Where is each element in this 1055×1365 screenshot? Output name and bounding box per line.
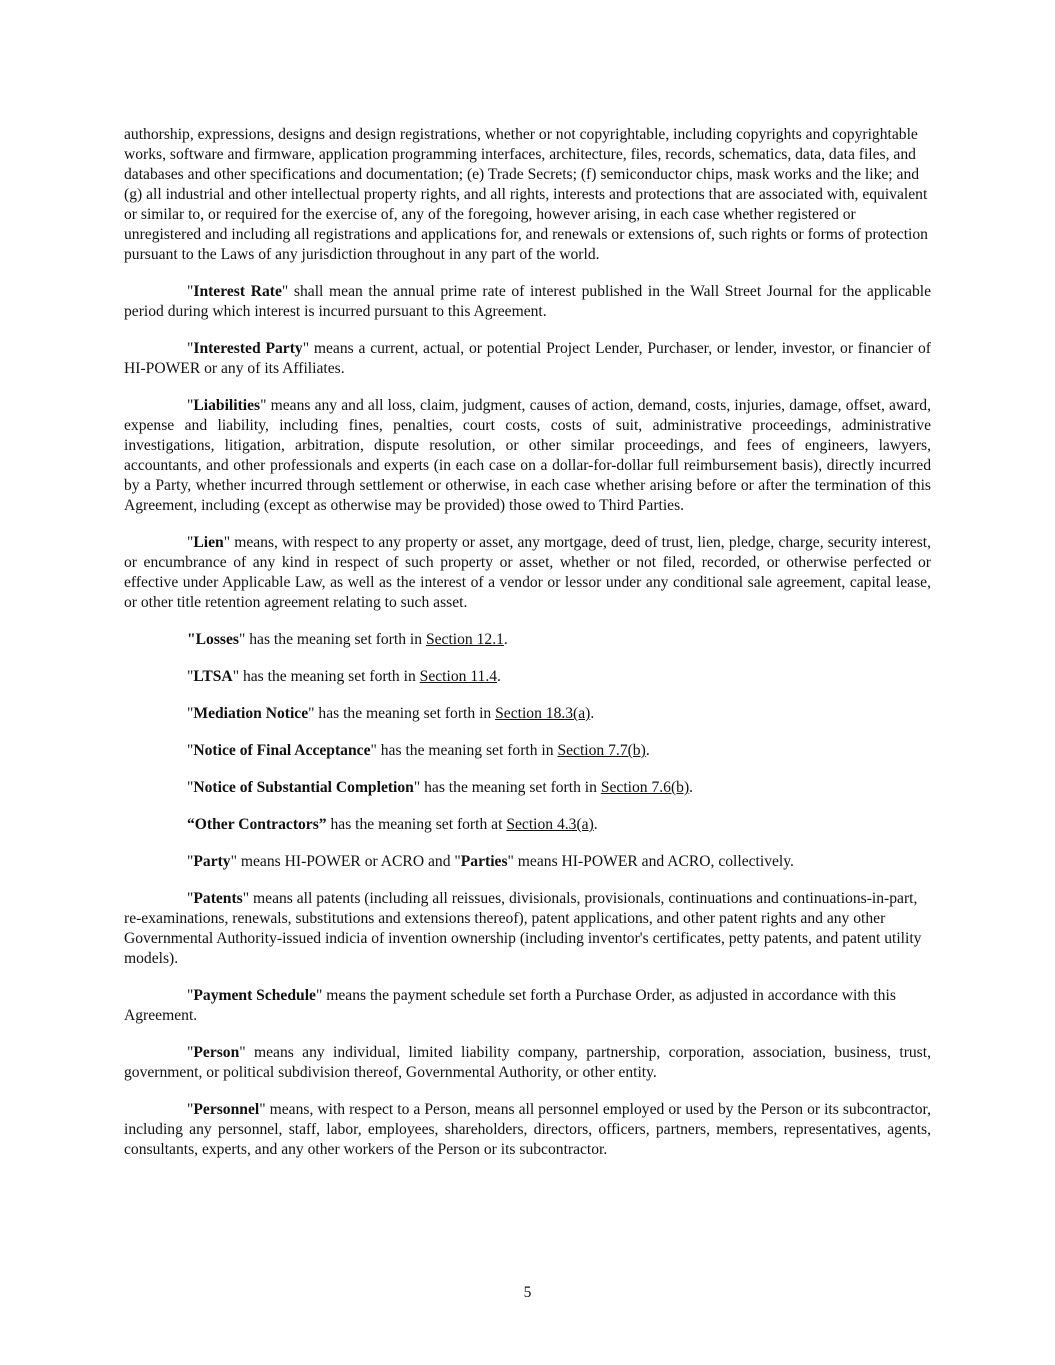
- definition-liabilities: [124, 396, 931, 516]
- quote-mark: ": [187, 853, 194, 870]
- quote-mark: ": [187, 742, 194, 759]
- defined-term: Parties: [460, 853, 508, 870]
- definition-text: " means a current, actual, or potential Project Lender, Purchaser, or lender, investor, or financier of HI-POWER or any of its Affiliates.: [124, 340, 932, 377]
- definition-lien: [124, 533, 931, 613]
- page-number: 5: [523, 1284, 532, 1301]
- definition-person: [124, 1043, 931, 1083]
- defined-term: “Other Contractors”: [187, 816, 327, 833]
- definition-text: " has the meaning set forth in: [413, 779, 601, 796]
- defined-term: Liabilities: [193, 397, 261, 414]
- quote-mark: ": [187, 668, 194, 685]
- definition-text: " means all patents (including all reissues, divisionals, provisionals, continuations and continuations-in-part, re-examinations, renewals, substitutions and extensions thereof), patent applications, and other patent rights and any other Governmental Authority-issued indicia of invention ownership (including inventor's certificates, petty patents, and patent utility models).: [124, 890, 922, 967]
- period: .: [503, 631, 508, 648]
- definition-mediation-notice: [124, 704, 931, 724]
- definition-payment-schedule: [124, 986, 931, 1026]
- quote-mark: ": [187, 1101, 194, 1118]
- definition-other-contractors: [124, 815, 931, 835]
- definition-text: " has the meaning set forth in: [308, 705, 496, 722]
- period: .: [590, 705, 595, 722]
- definition-losses: [124, 630, 931, 650]
- defined-term: "Losses: [187, 631, 239, 648]
- document-body: [124, 125, 931, 1177]
- defined-term: Notice of Substantial Completion: [193, 779, 414, 796]
- defined-term: Person: [193, 1044, 240, 1061]
- quote-mark: ": [187, 705, 194, 722]
- quote-mark: ": [187, 340, 194, 357]
- definition-text: " means HI-POWER and ACRO, collectively.: [507, 853, 794, 870]
- quote-mark: ": [187, 283, 194, 300]
- definition-text: " means any and all loss, claim, judgment, causes of action, demand, costs, injuries, damage, offset, award, expense and liability, including fines, penalties, court costs, costs of suit, administrative proceedings, administrative investigations, litigation, arbitration, dispute resolution, or other similar proceedings, and fees of engineers, lawyers, accountants, and other professionals and experts (in each case on a dollar-for-dollar full reimbursement basis), directly incurred by a Party, whether incurred through settlement or otherwise, in each case whether arising before or after the termination of this Agreement, including (except as otherwise may be provided) those owed to Third Parties.: [124, 397, 931, 514]
- definition-text: " shall mean the annual prime rate of interest published in the Wall Street Journal for the applicable period during which interest is incurred pursuant to this Agreement.: [124, 283, 932, 320]
- period: .: [689, 779, 694, 796]
- defined-term: Payment Schedule: [193, 987, 316, 1004]
- quote-mark: ": [187, 534, 194, 551]
- definition-patents: [124, 889, 931, 969]
- section-reference-link[interactable]: Section 12.1: [425, 631, 504, 648]
- definition-text: has the meaning set forth at: [326, 816, 507, 833]
- defined-term: Interested Party: [193, 340, 303, 357]
- period: .: [593, 816, 598, 833]
- section-reference-link[interactable]: Section 7.7(b): [557, 742, 646, 759]
- defined-term: Interest Rate: [193, 283, 282, 300]
- definition-party: [124, 852, 931, 872]
- quote-mark: ": [187, 779, 194, 796]
- period: .: [497, 668, 501, 685]
- quote-mark: ": [187, 987, 194, 1004]
- definition-text: " means any individual, limited liability company, partnership, corporation, association, business, trust, government, or political subdivision thereof, Governmental Authority, or other entity.: [124, 1044, 931, 1081]
- definition-text: " means, with respect to a Person, means all personnel employed or used by the Person or its subcontractor, including any personnel, staff, labor, employees, shareholders, directors, officers, partners, members, representatives, agents, consultants, experts, and any other workers of the Person or its subcontractor.: [124, 1101, 931, 1158]
- section-reference-link[interactable]: Section 18.3(a): [495, 705, 591, 722]
- defined-term: Mediation Notice: [193, 705, 309, 722]
- definition-text: " has the meaning set forth in: [232, 668, 420, 685]
- definition-personnel: [124, 1100, 931, 1160]
- defined-term: Notice of Final Acceptance: [193, 742, 371, 759]
- defined-term: Lien: [193, 534, 224, 551]
- section-reference-link[interactable]: Section 4.3(a): [506, 816, 594, 833]
- definition-text: " means HI-POWER or ACRO and ": [230, 853, 461, 870]
- opening-paragraph: authorship, expressions, designs and design registrations, whether or not copyrightable, including copyrights and copyrightable works, software and firmware, application programming interfaces, architecture, files, records, schematics, data, data files, and databases and other specifications and documentation; (e) Trade Secrets; (f) semiconductor chips, mask works and the like; and (g) all industrial and other intellectual property rights, and all rights, interests and protections that are associated with, equivalent or similar to, or required for the exercise of, any of the foregoing, however arising, in each case whether registered or unregistered and including all registrations and applications for, and renewals or extensions of, such rights or forms of protection pursuant to the Laws of any jurisdiction throughout in any part of the world.: [124, 126, 928, 263]
- defined-term: Personnel: [193, 1101, 260, 1118]
- quote-mark: ": [187, 1044, 194, 1061]
- definition-ltsa: [124, 667, 931, 687]
- definition-text: " means, with respect to any property or asset, any mortgage, deed of trust, lien, pledge, charge, security interest, or encumbrance of any kind in respect of such property or asset, whether or not filed, recorded, or otherwise perfected or effective under Applicable Law, as well as the interest of a vendor or lessor under any conditional sale agreement, capital lease, or other title retention agreement relating to such asset.: [124, 534, 931, 611]
- definition-interest-rate: [124, 282, 931, 322]
- definition-text: " has the meaning set forth in: [238, 631, 426, 648]
- definition-interested-party: [124, 339, 931, 379]
- section-reference-link[interactable]: Section 7.6(b): [600, 779, 690, 796]
- quote-mark: ": [187, 397, 194, 414]
- defined-term: Patents: [193, 890, 243, 907]
- definition-notice-of-final-acceptance: [124, 741, 931, 761]
- section-reference-link[interactable]: Section 11.4: [419, 668, 498, 685]
- definition-text: " has the meaning set forth in: [370, 742, 558, 759]
- definition-text: " means the payment schedule set forth a Purchase Order, as adjusted in accordance with this Agreement.: [124, 987, 896, 1024]
- period: .: [645, 742, 650, 759]
- defined-term: LTSA: [193, 668, 233, 685]
- quote-mark: ": [187, 890, 194, 907]
- defined-term: Party: [193, 853, 231, 870]
- definition-notice-of-substantial-completion: [124, 778, 931, 798]
